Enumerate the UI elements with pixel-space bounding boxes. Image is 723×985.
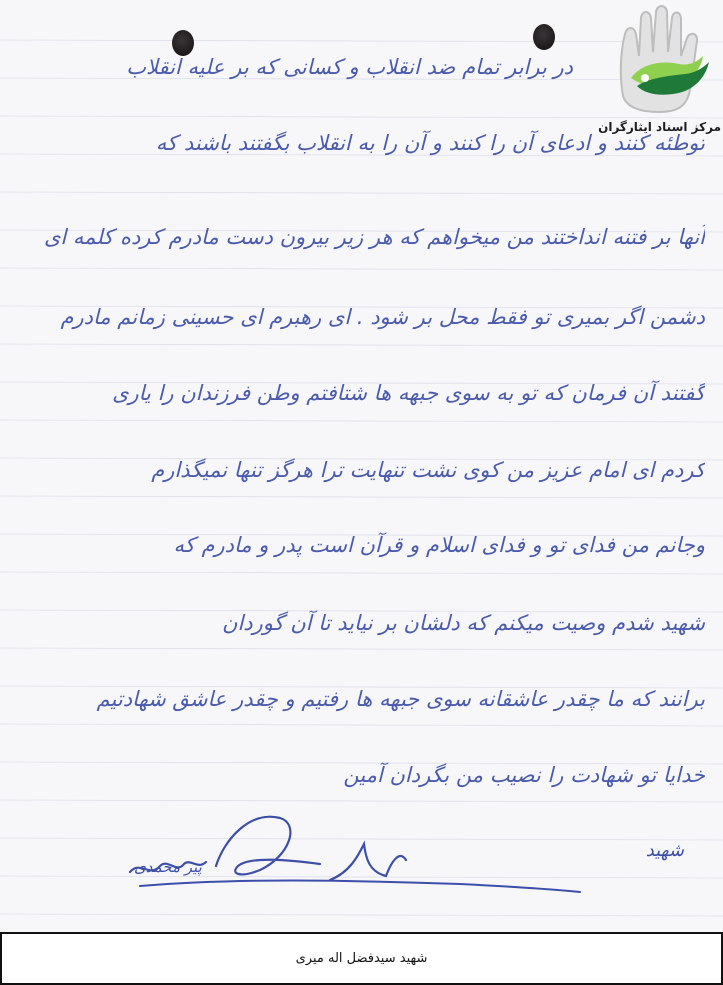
letter-line: شهید شدم وصیت میکنم که دلشان بر نیاید تا آن گوردان (222, 611, 705, 635)
signature-area (120, 800, 720, 910)
rule-line (0, 420, 723, 422)
caption-box (0, 932, 723, 985)
letter-line: برانند که ما چقدر عاشقانه سوی جبهه ها رفتیم و چقدر عاشق شهادتیم (96, 687, 705, 711)
handwritten-signature (120, 800, 720, 910)
hand-dove-logo-icon (601, 4, 721, 114)
caption-text: شهید سیدفضل اله میری (295, 951, 428, 966)
signature-label: شهید (645, 840, 684, 861)
rule-line (0, 192, 723, 194)
letter-line: در برابر تمام ضد انقلاب و کسانی که بر علیه انقلاب (126, 55, 573, 79)
letter-line: کردم ای امام عزیز من کوی نشت تنهایت ترا هرگز تنها نمیگذارم (151, 458, 705, 482)
letter-line: وجانم من فدای تو و فدای اسلام و قرآن است پدر و مادرم که (173, 533, 705, 557)
rule-line (0, 914, 723, 916)
rule-line (0, 648, 723, 650)
logo (598, 4, 721, 134)
rule-line (0, 572, 723, 574)
letter-line: دشمن اگر بمیری تو فقط محل بر شود . ای رهبرم ای حسینی زمانم مادرم (60, 305, 705, 329)
rule-line (0, 496, 723, 498)
letter-line: توطئه کنند و ادعای آن را کنند و آن را به انقلاب بگفتند باشند که (155, 131, 705, 155)
letter-line: خدایا تو شهادت را نصیب من بگردان آمین (343, 763, 705, 787)
rule-line (0, 268, 723, 270)
rule-line (0, 724, 723, 726)
hand-icon (621, 6, 697, 112)
dove-eye (641, 74, 649, 82)
letter-line: آنها بر فتنه انداختند من میخواهم که هر زیر بیرون دست مادرم کرده کلمه ای (43, 225, 705, 249)
signature-extra: پیر محمدی (134, 858, 202, 876)
rule-line (0, 344, 723, 346)
letter-line: گفتند آن فرمان که تو به سوی جبهه ها شتافتم وطن فرزندان را یاری (112, 381, 705, 405)
punch-hole-right (533, 24, 555, 50)
logo-text: مرکز اسناد ایثارگران (598, 120, 721, 134)
